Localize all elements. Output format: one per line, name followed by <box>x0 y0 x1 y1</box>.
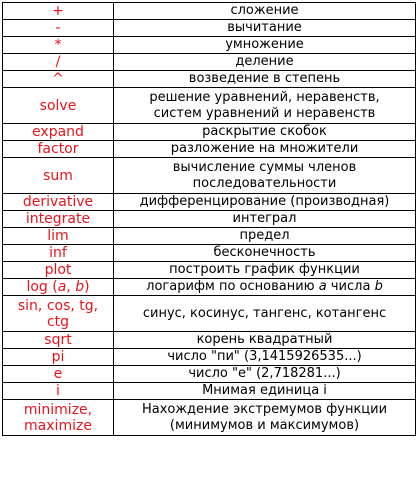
description-plot: построить график функции <box>114 262 416 279</box>
command-inf: inf <box>3 245 114 262</box>
description-sqrt: корень квадратный <box>114 332 416 349</box>
description-sum <box>114 158 416 194</box>
description-trig: синус, косинус, тангенс, котангенс <box>114 296 416 332</box>
description-imaginary-unit: Мнимая единица i <box>114 383 416 400</box>
table-row <box>3 71 416 88</box>
command-divide: / <box>3 54 114 71</box>
command-factor: factor <box>3 141 114 158</box>
description-addition: сложение <box>114 3 416 20</box>
command-expand: expand <box>3 124 114 141</box>
description-line: решение уравнений, неравенств, <box>149 89 380 105</box>
command-integrate: integrate <box>3 211 114 228</box>
table-row <box>3 211 416 228</box>
table-row <box>3 141 416 158</box>
table-row <box>3 245 416 262</box>
command-line: minimize, <box>23 401 93 418</box>
description-expand: раскрытие скобок <box>114 124 416 141</box>
description-log-prefix: логарифм по основанию <box>146 279 319 294</box>
command-log-prefix: log ( <box>26 279 58 295</box>
command-line: sin, cos, tg, <box>17 297 99 314</box>
command-sqrt: sqrt <box>3 332 114 349</box>
command-log-base: a <box>57 279 67 295</box>
table-row <box>3 158 416 194</box>
description-log-base: a <box>318 279 327 294</box>
command-e: e <box>3 366 114 383</box>
command-line: maximize <box>24 417 92 434</box>
command-power: ^ <box>3 71 114 88</box>
command-lim: lim <box>3 228 114 245</box>
command-trig <box>3 296 114 332</box>
description-integrate: интеграл <box>114 211 416 228</box>
table-row <box>3 383 416 400</box>
description-line: систем уравнений и неравенств <box>153 105 376 121</box>
command-plus: + <box>3 3 114 20</box>
description-limit: предел <box>114 228 416 245</box>
table-row <box>3 228 416 245</box>
command-line: ctg <box>46 313 70 330</box>
command-i: i <box>3 383 114 400</box>
description-division: деление <box>114 54 416 71</box>
description-pi: число "пи" (3,1415926535...) <box>114 349 416 366</box>
command-log <box>3 279 114 296</box>
table-row <box>3 20 416 37</box>
table-row <box>3 124 416 141</box>
table-row <box>3 262 416 279</box>
description-exponentiation: возведение в степень <box>114 71 416 88</box>
description-subtraction: вычитание <box>114 20 416 37</box>
command-minimize-maximize <box>3 400 114 436</box>
table-row <box>3 279 416 296</box>
command-pi: pi <box>3 349 114 366</box>
command-plot: plot <box>3 262 114 279</box>
command-derivative: derivative <box>3 194 114 211</box>
description-log-middle: числа <box>326 279 375 294</box>
description-factor: разложение на множители <box>114 141 416 158</box>
table-row <box>3 37 416 54</box>
command-sum: sum <box>3 158 114 194</box>
description-line: вычисление суммы членов <box>172 159 357 175</box>
description-logarithm <box>114 279 416 296</box>
description-solve <box>114 88 416 124</box>
table-row <box>3 332 416 349</box>
table-row <box>3 54 416 71</box>
table-row <box>3 88 416 124</box>
description-multiplication: умножение <box>114 37 416 54</box>
description-extrema <box>114 400 416 436</box>
command-log-suffix: ) <box>84 279 90 295</box>
table-row <box>3 400 416 436</box>
description-line: последовательности <box>192 175 337 191</box>
description-line: Нахождение экстремумов функции <box>141 401 388 417</box>
table-row <box>3 366 416 383</box>
table-row <box>3 3 416 20</box>
description-line: (минимумов и максимумов) <box>169 417 360 433</box>
description-e: число "е" (2,718281...) <box>114 366 416 383</box>
table-row <box>3 194 416 211</box>
command-log-argument: b <box>75 279 85 295</box>
command-minus: - <box>3 20 114 37</box>
table-row <box>3 349 416 366</box>
command-multiply: * <box>3 37 114 54</box>
command-solve: solve <box>3 88 114 124</box>
description-infinity: бесконечность <box>114 245 416 262</box>
command-log-separator: , <box>66 279 76 295</box>
description-derivative: дифференцирование (производная) <box>114 194 416 211</box>
description-log-argument: b <box>374 279 383 294</box>
operations-table <box>2 2 416 436</box>
table-row <box>3 296 416 332</box>
